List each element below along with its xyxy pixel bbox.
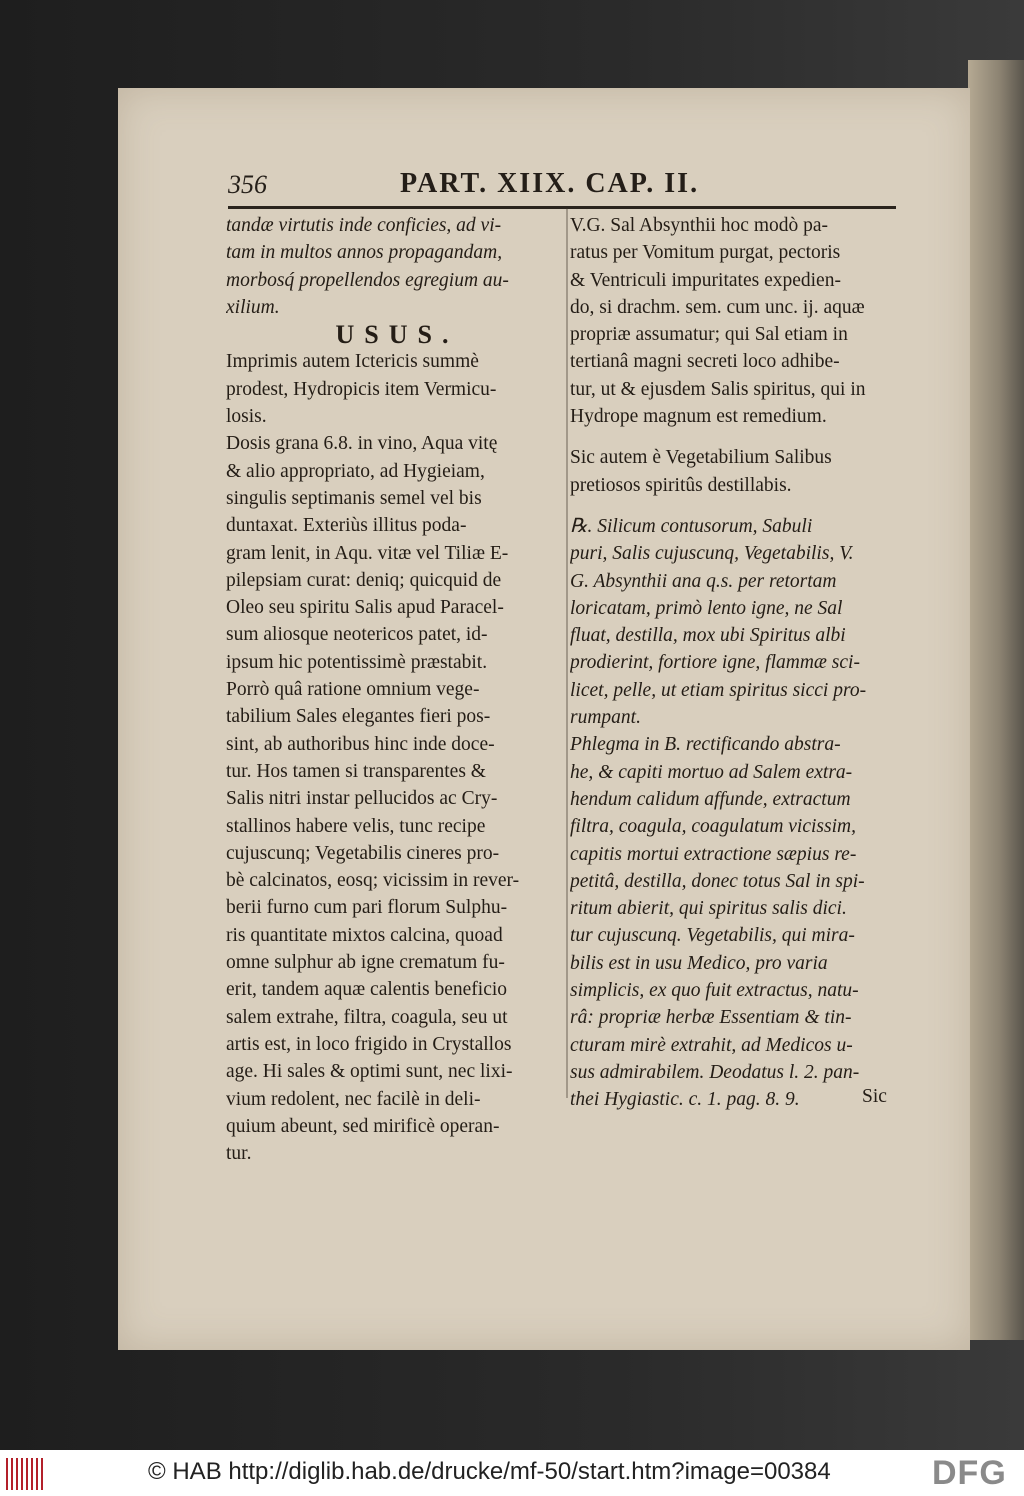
text-line: hendum calidum affunde, extractum xyxy=(570,788,851,810)
text-line: ratus per Vomitum purgat, pectoris xyxy=(570,242,841,264)
text-line: & alio appropriato, ad Hygieiam, xyxy=(226,460,485,482)
text-line: salem extrahe, filtra, coagula, seu ut xyxy=(226,1006,508,1028)
text-line: puri, Salis cujuscunq, Vegetabilis, V. xyxy=(570,543,854,565)
text-line: xilium. xyxy=(226,296,280,318)
text-line: ipsum hic potentissimè præstabit. xyxy=(226,651,488,673)
text-line: loricatam, primò lento igne, ne Sal xyxy=(570,597,843,619)
text-line: vium redolent, nec facilè in deli- xyxy=(226,1088,481,1110)
text-line: petitâ, destilla, donec totus Sal in spi- xyxy=(570,870,865,892)
text-line: Porrò quâ ratione omnium vege- xyxy=(226,679,480,701)
text-line: Oleo seu spiritu Salis apud Paracel- xyxy=(226,597,504,619)
catchword: Sic xyxy=(862,1086,887,1107)
text-line: tur. Hos tamen si transparentes & xyxy=(226,760,486,782)
text-line: berii furno cum pari florum Sulphu- xyxy=(226,897,508,919)
text-line: V.G. Sal Absynthii hoc modò pa- xyxy=(570,215,829,236)
paragraph-gap xyxy=(570,430,900,444)
text-line: prodest, Hydropicis item Vermicu- xyxy=(226,378,497,400)
section-heading: USUS. xyxy=(335,321,459,349)
text-line: ris quantitate mixtos calcina, quoad xyxy=(226,924,503,946)
text-line: quium abeunt, sed mirificè operan- xyxy=(226,1115,500,1137)
text-line: thei Hygiastic. c. 1. pag. 8. 9. xyxy=(570,1089,800,1111)
left-column xyxy=(226,212,568,1167)
text-line: singulis septimanis semel vel bis xyxy=(226,487,482,509)
text-line: morbosq́ propellendos egregium au- xyxy=(226,269,509,291)
barcode-icon xyxy=(6,1458,46,1490)
text-line: he, & capiti mortuo ad Salem extra- xyxy=(570,761,853,783)
text-line: tur cujuscunq. Vegetabilis, qui mira- xyxy=(570,925,855,947)
text-line: capitis mortui extractione sæpius re- xyxy=(570,843,857,865)
right-column xyxy=(570,212,900,1114)
text-line: G. Absynthii ana q.s. per retortam xyxy=(570,570,837,592)
text-line: propriæ assumatur; qui Sal etiam in xyxy=(570,324,848,346)
text-line: losis. xyxy=(226,406,267,428)
text-line: râ: propriæ herbæ Essentiam & tin- xyxy=(570,1007,852,1029)
text-line: omne sulphur ab igne crematum fu- xyxy=(226,952,505,974)
text-line: Sic autem è Vegetabilium Salibus xyxy=(570,447,832,469)
text-line: sint, ab authoribus hinc inde doce- xyxy=(226,733,495,755)
text-line: rumpant. xyxy=(570,707,641,729)
text-line: tur, ut & ejusdem Salis spiritus, qui in xyxy=(570,378,866,400)
viewer-footer xyxy=(0,1450,1024,1496)
text-line: filtra, coagula, coagulatum vicissim, xyxy=(570,816,856,838)
text-line: licet, pelle, ut etiam spiritus sicci pro- xyxy=(570,679,867,701)
text-line: Salis nitri instar pellucidos ac Cry- xyxy=(226,788,498,810)
text-line: do, si drachm. sem. cum unc. ij. aquæ xyxy=(570,296,865,318)
text-line: duntaxat. Exteriùs illitus poda- xyxy=(226,515,467,537)
text-line: sum aliosque neotericos patet, id- xyxy=(226,624,488,646)
text-line: tam in multos annos propagandam, xyxy=(226,242,503,264)
text-line: gram lenit, in Aqu. vitæ vel Tiliæ E- xyxy=(226,542,509,564)
book-edge xyxy=(968,60,1024,1340)
text-line: sus admirabilem. Deodatus l. 2. pan- xyxy=(570,1061,860,1083)
text-line: artis est, in loco frigido in Crystallos xyxy=(226,1033,512,1055)
text-line: erit, tandem aquæ calentis beneficio xyxy=(226,979,508,1001)
text-line: prodierint, fortiore igne, flammæ sci- xyxy=(570,652,860,674)
page-number: 356 xyxy=(228,170,267,199)
text-line: pilepsiam curat: deniq; quicquid de xyxy=(226,569,502,591)
text-line: cturam mirè extrahit, ad Medicos u- xyxy=(570,1034,853,1056)
copyright-link[interactable]: © HAB http://diglib.hab.de/drucke/mf-50/start.htm?image=00384 xyxy=(148,1458,831,1485)
text-line: age. Hi sales & optimi sunt, nec lixi- xyxy=(226,1061,513,1083)
text-line: ritum abierit, qui spiritus salis dici. xyxy=(570,898,847,920)
text-line: tabilium Sales elegantes fieri pos- xyxy=(226,706,491,728)
text-line: Phlegma in B. rectificando abstra- xyxy=(570,734,841,756)
text-line: Imprimis autem Ictericis summè xyxy=(226,351,479,373)
text-line: bè calcinatos, eosq; vicissim in rever- xyxy=(226,870,520,892)
text-line: bilis est in usu Medico, pro varia xyxy=(570,952,828,974)
page-header xyxy=(228,166,896,209)
text-line: Dosis grana 6.8. in vino, Aqua vitę xyxy=(226,433,498,455)
text-line: simplicis, ex quo fuit extractus, natu- xyxy=(570,980,859,1002)
text-line: pretiosos spiritûs destillabis. xyxy=(570,474,792,496)
text-line: & Ventriculi impuritates expedien- xyxy=(570,269,841,291)
text-line: stallinos habere velis, tunc recipe xyxy=(226,815,486,837)
text-line: Hydrope magnum est remedium. xyxy=(570,406,827,428)
text-line: cujuscunq; Vegetabilis cineres pro- xyxy=(226,842,500,864)
text-line: tertianâ magni secreti loco adhibe- xyxy=(570,351,840,373)
paragraph-gap xyxy=(570,499,900,513)
dfg-logo: DFG xyxy=(932,1454,1007,1492)
text-line: fluat, destilla, mox ubi Spiritus albi xyxy=(570,625,846,647)
running-head: PART. XIIX. CAP. II. xyxy=(400,168,700,199)
text-line: tandæ virtutis inde conficies, ad vi- xyxy=(226,215,502,236)
text-line: ℞. Silicum contusorum, Sabuli xyxy=(570,515,813,537)
text-line: tur. xyxy=(226,1143,252,1165)
